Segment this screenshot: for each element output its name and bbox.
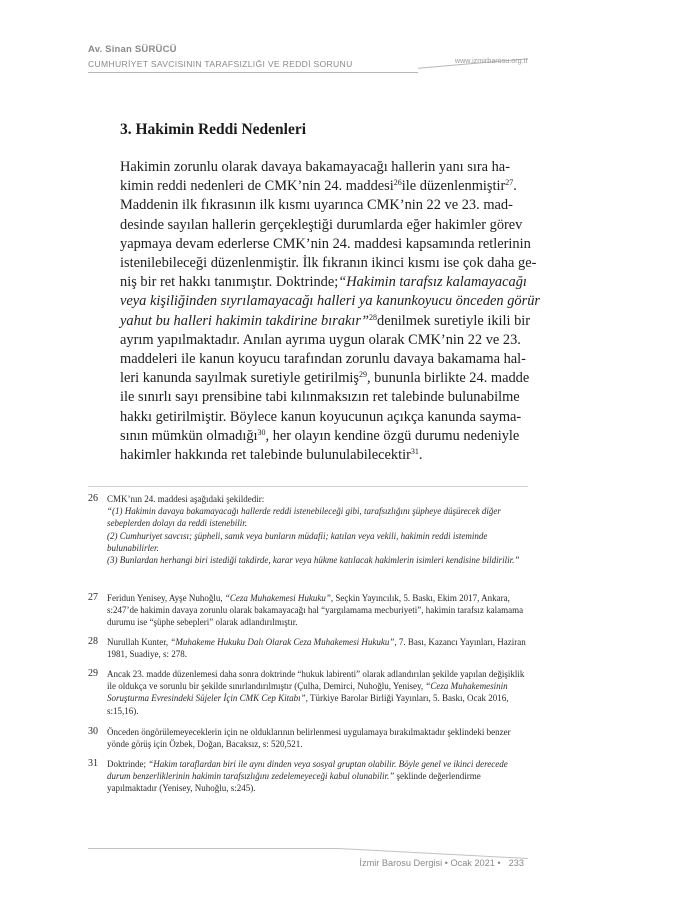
text-run: , Türkiye Barolar Birliği Yayınları, 5. Baskı, Ocak 2016, s:15,16). (107, 693, 509, 716)
section-heading: 3. Hakimin Reddi Nedenleri (120, 121, 307, 138)
footnote-text (107, 758, 528, 795)
text-run (120, 446, 423, 465)
text-run: kimin reddi nedenleri de CMK’nin 24. maddesi (120, 178, 394, 195)
footnote-ref-27[interactable]: 27 (505, 178, 514, 188)
text-run: sının mümkün olmadığı (120, 427, 258, 444)
text-run (120, 369, 529, 388)
running-footer (359, 858, 524, 868)
text-run: , Seçkin Yayıncılık, 5. Baskı, Ekim 2017, Ankara, s:247’de hakimin davaya zorunlu olarak bakamayacağı hal “yargılamama mecburiyeti”, hakimin tarafsız kalamama durumu ise “şüphe sebepleri” olarak adlandırılmıştır. (107, 593, 524, 628)
body-line (120, 254, 537, 273)
footnote-30 (88, 726, 528, 750)
footnote-ref-29[interactable]: 29 (358, 370, 367, 380)
text-run (120, 312, 530, 331)
text-run: hakkı getirilmiştir. Böylece kanun koyucunun açıkça kanunda sayma- (120, 408, 522, 425)
footnote-number: 30 (88, 726, 98, 737)
footnote-27 (88, 592, 528, 629)
text-run: şeklinde değerlendirme yapılmaktadır (Yenisey, Nuhoğlu, s:245). (107, 771, 481, 794)
footnote-ref-28[interactable]: 28 (369, 312, 378, 322)
footnote-text (107, 636, 528, 660)
header-author: Av. Sinan SÜRÜCÜ (88, 44, 177, 55)
footnote-26 (88, 493, 528, 566)
footnote-text (107, 493, 528, 566)
footnote-quote: “(1) Hakimin davaya bakamayacağı hallerde reddi istenebileceği gibi, tarafsızlığını şüpheye düşürecek diğer sebeplerden dolayı da reddi istenebilir. (107, 506, 501, 529)
footnote-text: Önceden öngörülemeyeceklerin için ne olduklarının belirlenmesi uygulamaya bırakılmaktadır şeklindeki benzer yönde görüş için Özbek, Doğan, Bacaksız, s: 520,521. (107, 727, 511, 750)
footnote-ref-26[interactable]: 26 (393, 178, 402, 188)
body-line (120, 196, 528, 215)
text-run: Nurullah Kunter, (107, 637, 171, 647)
body-line (120, 177, 528, 196)
text-run: desinde sayılan hallerin gerçekleştiği durumlarda eğer hakimler görev (120, 216, 523, 233)
footnote-29 (88, 668, 528, 717)
footnote-28 (88, 636, 528, 660)
text-run: ayrım yapılmaktadır. Anılan ayrıma uygun olarak CMK’nin 22 ve 23. (120, 331, 521, 348)
footnote-text (107, 592, 528, 629)
footnote-quote: (3) Bunlardan herhangi biri istediği takdirde, karar veya hükme katılacak hakimlerin isimleri kendisine bildirilir.” (107, 555, 520, 566)
body-line (120, 408, 528, 427)
body-line (120, 292, 541, 311)
body-line (120, 273, 528, 292)
text-run: leri kanunda sayılmak suretiyle getirilmiş (120, 370, 359, 387)
text-run: denilmek suretiyle ikili bir (377, 312, 531, 329)
body-line (120, 312, 531, 331)
body-line (120, 350, 528, 369)
footer-rule (88, 848, 338, 849)
footnote-ref-31[interactable]: 31 (410, 447, 419, 457)
quote-text: veya kişiliğinden sıyrılamayacağı halleri ya kanunkoyucu önceden görür (120, 293, 541, 310)
footnote-text (107, 668, 528, 717)
header-rule (88, 72, 418, 73)
footnote-quote: (2) Cumhuriyet savcısı; şüpheli, sanık veya bunların müdafii; katılan veya vekili, hakimin reddi isteminde bulunabilirler. (107, 530, 488, 553)
text-run: , her olayın kendine özgü durumu nedeniyle (265, 427, 520, 444)
text-run (120, 427, 519, 446)
body-line (120, 235, 531, 254)
body-line (120, 369, 528, 388)
footnote-number: 27 (88, 592, 98, 603)
footnote-number: 28 (88, 636, 98, 647)
quote-text: “Hakim taraflardan biri ile aynı dinden veya sosyal gruptan olabilir. Böyle genel ve ikinci derecede durum benzerliklerinin hakimin tarafsızlığını zedelemeyeceği kabul olunabilir.” (107, 759, 508, 782)
header-website: www.izmirbarosu.org.tr (454, 56, 528, 65)
body-line (120, 388, 528, 407)
quote-text: yahut bu halleri hakimin takdirine bırakır” (120, 312, 370, 329)
text-run: ile düzenlenmiştir (401, 178, 506, 195)
journal-name: İzmir Barosu Dergisi • Ocak 2021 • (359, 858, 501, 868)
body-line (120, 158, 528, 177)
text-run: Ancak 23. madde düzenlemesi daha sonra doktrinde “hukuk labirenti” olarak adlandırılan şekilde yapılan değişiklik ile oldukça ve sorunlu bir şekilde sınırlandırılmıştır (Çulha, Demirci, Nuhoğlu, Yenisey, (107, 669, 525, 692)
footnote-ref-30[interactable]: 30 (257, 427, 266, 437)
text-run: Maddenin ilk fıkrasının ilk kısmı uyarınca CMK’nin 22 ve 23. mad- (120, 197, 513, 214)
text-run: ile sınırlı sayı prensibine tabi kılınmaksızın ret talebinde bulunabilme (120, 389, 520, 406)
book-title: “Muhakeme Hukuku Dalı Olarak Ceza Muhakemesi Hukuku” (170, 637, 395, 647)
text-run: , bununla birlikte 24. madde (366, 370, 530, 387)
text-run: Doktrinde; (107, 759, 149, 769)
body-line (120, 331, 528, 350)
body-text (120, 158, 541, 465)
book-title: “Ceza Muhakemesinin Soruşturma Evresindeki Süjeler İçin CMK Cep Kitabı” (107, 681, 508, 704)
page-number: 233 (508, 858, 524, 868)
text-run (120, 273, 527, 292)
book-title: “Ceza Muhakemesi Hukuku” (224, 593, 331, 603)
footnote-separator (88, 486, 528, 487)
footnote-31 (88, 758, 528, 795)
body-line (120, 446, 528, 465)
text-run: . (513, 178, 517, 195)
text-run: hakimler hakkında ret talebinde bulunulabilecektir (120, 447, 411, 464)
text-run: , 7. Bası, Kazancı Yayınları, Haziran 1981, Suadiye, s: 278. (107, 637, 526, 660)
text-run (120, 177, 517, 196)
text-run: . (418, 447, 423, 464)
text-run: istenilebileceği düzenlenmiştir. İlk fıkranın ikinci kısmı ise çok daha ge- (120, 255, 537, 272)
footnote-number: 31 (88, 758, 98, 769)
footnote-number: 26 (88, 493, 98, 504)
text-run: Hakimin zorunlu olarak davaya bakamayacağı hallerin yanı sıra ha- (120, 159, 510, 175)
text-run: yapmaya devam ederlerse CMK’nin 24. maddesi kapsamında retlerinin (120, 235, 531, 252)
body-line (120, 427, 528, 446)
footnote-number: 29 (88, 668, 98, 679)
quote-text: “Hakimin tarafsız kalamayacağı (338, 274, 527, 291)
text-run: niş bir ret hakkı tanımıştır. Doktrinde; (120, 274, 339, 291)
text-run: maddeleri ile kanun koyucu tarafından zorunlu davaya bakamama hal- (120, 351, 526, 368)
header-article-title: CUMHURİYET SAVCISININ TARAFSIZLIĞI VE REDDİ SORUNU (88, 59, 353, 69)
footnote-intro: CMK’nın 24. maddesi aşağıdaki şekildedir: (107, 494, 265, 504)
body-line (120, 216, 528, 235)
text-run: Feridun Yenisey, Ayşe Nuhoğlu, (107, 593, 225, 603)
